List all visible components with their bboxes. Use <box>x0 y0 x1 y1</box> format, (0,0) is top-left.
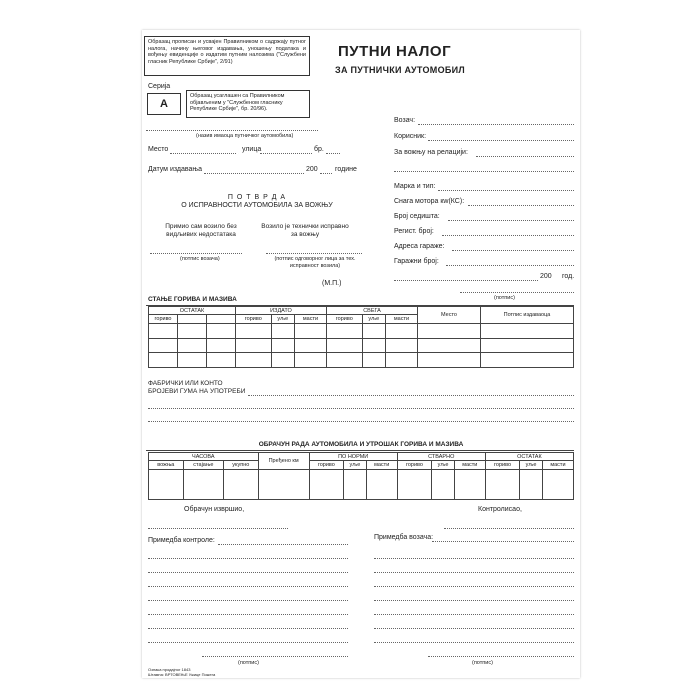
note-line[interactable] <box>148 614 348 615</box>
calc-sub-masti: масти <box>454 461 485 470</box>
fuel-sub-masti <box>207 315 236 324</box>
calc-ostatak-header: ОСТАТАК <box>485 453 573 461</box>
note-line[interactable] <box>148 642 348 643</box>
ulica-field[interactable] <box>260 153 312 154</box>
calc-sub-gorivo: гориво <box>397 461 431 470</box>
serija-box <box>147 93 181 115</box>
potvrda-title: П О Т В Р Д А <box>227 194 287 201</box>
potvrda-subtitle: О ИСПРАВНОСТИ АУТОМОБИЛА ЗА ВОЖЊУ <box>181 202 333 209</box>
tires-label-2: БРОЈЕВИ ГУМА НА УПОТРЕБИ <box>148 388 246 395</box>
fuel-section-title: СТАЊЕ ГОРИВА И МАЗИВА <box>148 296 237 303</box>
note-line[interactable] <box>148 558 348 559</box>
korisnik-label: Корисник: <box>394 133 427 140</box>
datum-year-field[interactable] <box>320 173 332 174</box>
right-date-field[interactable] <box>394 280 538 281</box>
obracun-label: Обрачун извршио, <box>184 506 245 513</box>
calc-sub-gorivo: гориво <box>485 461 519 470</box>
primedba-vozaca-field[interactable] <box>432 541 574 542</box>
calc-sub-voznja: вожња <box>149 461 184 470</box>
relacija-field-2[interactable] <box>394 171 574 172</box>
note-line[interactable] <box>374 614 574 615</box>
responsible-signature-line[interactable] <box>266 253 362 254</box>
datum-field[interactable] <box>204 173 304 174</box>
right-signature-line[interactable] <box>460 292 574 293</box>
note-line[interactable] <box>374 586 574 587</box>
tires-field[interactable] <box>248 395 574 396</box>
note-line[interactable] <box>374 628 574 629</box>
br-label: бр. <box>314 146 324 153</box>
vozac-label: Возач: <box>394 117 416 124</box>
print-info-1: Ознака продајног 1843 <box>148 667 191 672</box>
fuel-sub-ulje: уље <box>362 315 385 324</box>
compliance-notice-text: Образац усаглашен са Правилником објављеним у "Службеном гласнику Републике Србије", бр. 20/96). <box>190 93 285 112</box>
fuel-row[interactable] <box>149 324 574 339</box>
primedba-vozaca-label: Примедба возача: <box>374 534 434 541</box>
calc-stvarno-header: СТВАРНО <box>397 453 485 461</box>
calc-section-title: ОБРАЧУН РАДА АУТОМОБИЛА И УТРОШАК ГОРИВА И МАЗИВА <box>258 441 464 448</box>
calc-row[interactable] <box>149 470 574 500</box>
note-line[interactable] <box>374 642 574 643</box>
note-signature-line[interactable] <box>202 656 348 657</box>
fuel-svega-header: СВЕГА <box>326 307 417 315</box>
fuel-potpis-header: Потпис издаваоца <box>481 307 574 324</box>
calc-sub-masti: масти <box>542 461 573 470</box>
drove-text: Возило је технички исправно за вожњу <box>261 223 349 238</box>
garaza-label: Адреса гараже: <box>394 243 445 250</box>
garaza-field[interactable] <box>452 250 574 251</box>
mesto-field[interactable] <box>170 153 236 154</box>
tires-label-1: ФАБРИЧКИ ИЛИ КОНТО <box>148 380 223 387</box>
snaga-label: Снага мотора кw(КС): <box>394 198 465 205</box>
kontrolisao-signature-line[interactable] <box>444 528 574 529</box>
tires-field-3[interactable] <box>148 421 574 422</box>
fuel-sub-ulje <box>178 315 207 324</box>
right-signature-caption: (потпис) <box>494 295 515 301</box>
fuel-ostatak-header: ОСТАТАК <box>149 307 236 315</box>
snaga-field[interactable] <box>468 205 574 206</box>
serija-label: Серија <box>148 83 171 90</box>
fuel-mesto-header: Место <box>418 307 481 324</box>
calc-sub-ulje: уље <box>344 461 367 470</box>
vozaca-signature-caption: (потпис) <box>472 660 493 666</box>
calc-sub-ulje: уље <box>432 461 455 470</box>
note-signature-line[interactable] <box>428 656 574 657</box>
calc-casova-header: ЧАСОВА <box>149 453 259 461</box>
driver-signature-line[interactable] <box>150 253 242 254</box>
driver-signature-caption: (потпис возача) <box>180 256 220 262</box>
regulation-notice <box>144 36 310 76</box>
calc-table <box>148 452 574 500</box>
mesto-label: Место <box>148 146 169 153</box>
datum-label: Датум издавања <box>148 166 203 173</box>
form-title: ПУТНИ НАЛОГ <box>338 43 452 60</box>
stamp-placeholder: (М.П.) <box>322 280 342 287</box>
note-line[interactable] <box>374 558 574 559</box>
regulation-notice-text: Образац прописан и усвајен Правилником о садржају путног налога, начину његовог издавања, уношењу података и вођењу евиденције о издатим путним налозима ("Службени гласник Републике Србије", 2/91) <box>148 39 306 65</box>
garazni-broj-label: Гаражни број: <box>394 258 439 265</box>
kontrolisao-label: Контролисао, <box>478 506 522 513</box>
fuel-row[interactable] <box>149 338 574 353</box>
ulica-label: улица <box>242 146 262 153</box>
tires-field-2[interactable] <box>148 408 574 409</box>
responsible-signature-caption: (потпис одговорног лица за тех. исправност возила) <box>274 256 356 269</box>
marka-field[interactable] <box>438 190 574 191</box>
form-subtitle: ЗА ПУТНИЧКИ АУТОМОБИЛ <box>335 65 466 75</box>
garazni-broj-field[interactable] <box>446 265 574 266</box>
right-god: год. <box>562 273 575 280</box>
marka-label: Марка и тип: <box>394 183 436 190</box>
calc-po-normi-header: ПО НОРМИ <box>309 453 397 461</box>
note-line[interactable] <box>148 586 348 587</box>
fuel-sub-gorivo: гориво <box>149 315 178 324</box>
korisnik-field[interactable] <box>428 140 574 141</box>
note-line[interactable] <box>374 572 574 573</box>
fuel-table <box>148 306 574 368</box>
calc-section-rule <box>146 450 574 451</box>
primedba-kontrole-label: Примедба контроле: <box>148 537 215 544</box>
calc-sub-ulje: уље <box>520 461 543 470</box>
fuel-izdato-header: ИЗДАТО <box>236 307 327 315</box>
registracija-label: Регист. број: <box>394 228 434 235</box>
fuel-sub-gorivo: гориво <box>326 315 362 324</box>
br-field[interactable] <box>326 153 340 154</box>
fuel-row[interactable] <box>149 353 574 368</box>
serija-value: А <box>160 98 168 110</box>
fuel-sub-masti: масти <box>385 315 417 324</box>
note-line[interactable] <box>148 628 348 629</box>
calc-sub-stajanje: стајање <box>183 461 223 470</box>
relacija-label: За вожњу на релацији: <box>394 149 468 156</box>
vozac-field[interactable] <box>418 124 574 125</box>
datum-godine: године <box>335 166 357 173</box>
primedba-kontrole-field[interactable] <box>218 544 348 545</box>
fuel-sub-ulje: уље <box>271 315 294 324</box>
calc-sub-masti: масти <box>366 461 397 470</box>
sedista-field[interactable] <box>448 220 574 221</box>
relacija-field[interactable] <box>476 156 574 157</box>
received-text: Примио сам возило без видљивих недостатака <box>165 223 237 238</box>
fuel-sub-masti: масти <box>294 315 326 324</box>
travel-order-form <box>142 30 580 678</box>
calc-predjeno-header: Пређено км <box>258 453 309 470</box>
right-year: 200 <box>540 273 552 280</box>
note-line[interactable] <box>148 600 348 601</box>
kontrole-signature-caption: (потпис) <box>238 660 259 666</box>
owner-line[interactable] <box>146 130 318 131</box>
print-info-2: Штампа: ВРТОВЕЊЕ Ужице Пожега <box>148 672 216 677</box>
obracun-signature-line[interactable] <box>148 528 288 529</box>
calc-sub-ukupno: укупно <box>224 461 259 470</box>
owner-caption: (назив имаоца путничког аутомобила) <box>196 133 294 139</box>
note-line[interactable] <box>148 572 348 573</box>
datum-year: 200 <box>306 166 318 173</box>
registracija-field[interactable] <box>442 235 574 236</box>
sedista-label: Број седишта: <box>394 213 440 220</box>
note-line[interactable] <box>374 600 574 601</box>
calc-sub-gorivo: гориво <box>309 461 343 470</box>
compliance-notice <box>186 90 310 118</box>
fuel-sub-gorivo: гориво <box>236 315 272 324</box>
